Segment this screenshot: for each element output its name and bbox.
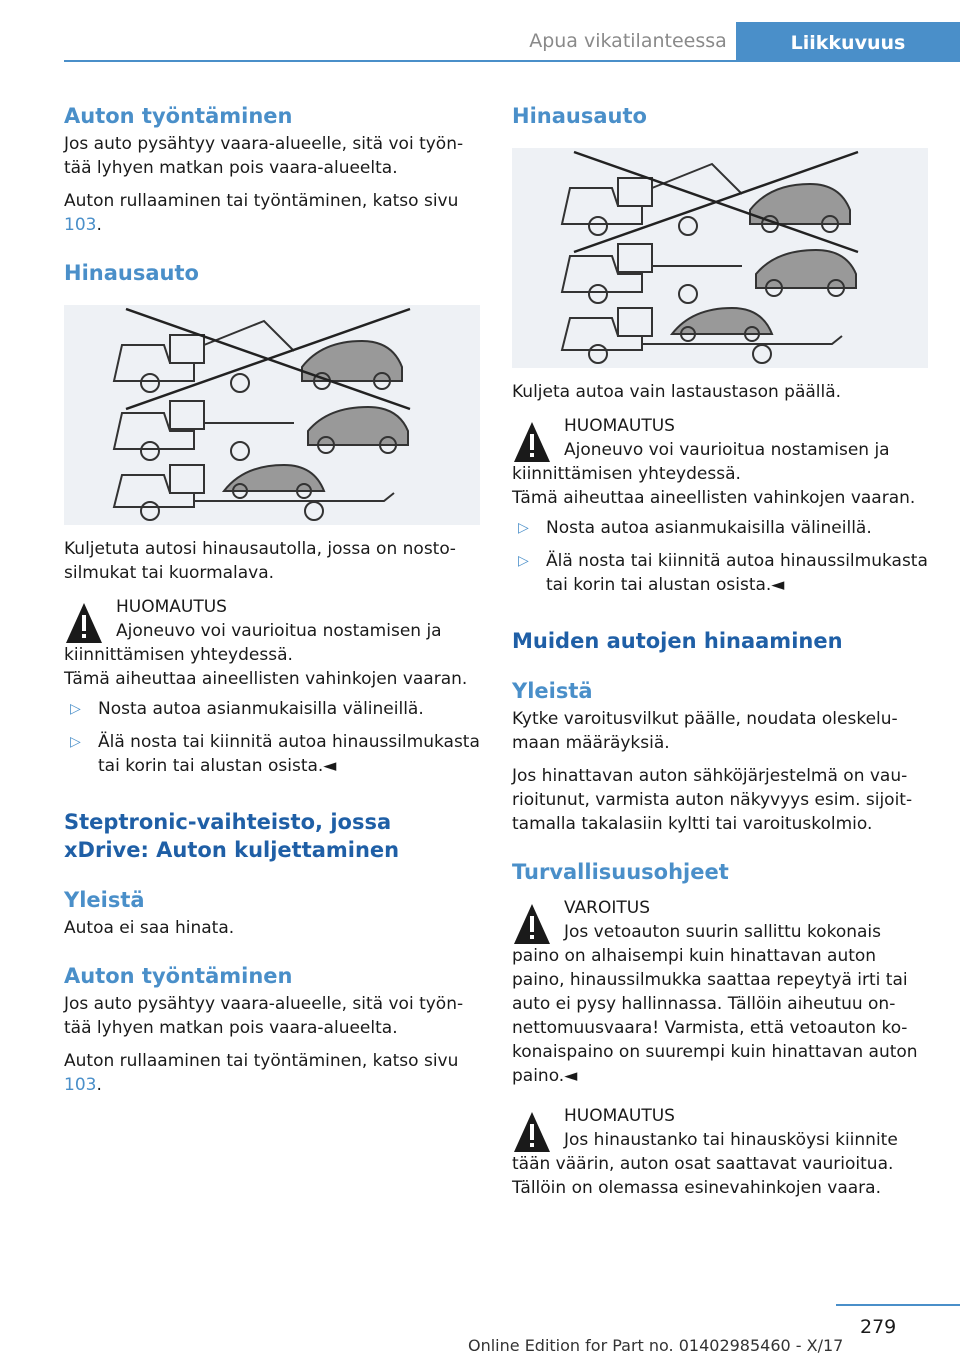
heading-tow-truck: Hinausauto <box>64 261 199 285</box>
list-item: ▷ Nosta autoa asianmukaisilla välineillä. <box>70 699 424 719</box>
notice-title: HUOMAUTUS <box>564 1106 675 1126</box>
page-link[interactable]: 103 <box>64 1075 97 1095</box>
list-item: ▷ Nosta autoa asianmukaisilla välineillä. <box>518 518 872 538</box>
paragraph: Jos hinattavan auton sähköjärjestelmä on vaurioitunut, varmista auton näkyvyys esim. sijoittamalla takalasiin kyltti tai varoituskolmio. <box>512 766 913 834</box>
heading-general: Yleistä <box>512 679 593 703</box>
triangle-bullet-icon: ▷ <box>518 520 529 536</box>
notice-block <box>512 414 930 486</box>
list-item: ▷ Älä nosta tai kiinnitä autoa hinaussilmukasta tai korin tai alustan osista.◄ <box>518 551 928 595</box>
warning-triangle-icon <box>64 599 104 649</box>
paragraph: Jos auto pysähtyy vaara-alueelle, sitä voi työntää lyhyen matkan pois vaara-alueelta. <box>64 134 464 178</box>
paragraph: Auton rullaaminen tai työntäminen, katso sivu 103. <box>64 1051 459 1095</box>
paragraph: Tämä aiheuttaa aineellisten vahinkojen vaaran. <box>512 488 916 508</box>
heading-general: Yleistä <box>64 888 145 912</box>
edition-footer: Online Edition for Part no. 01402985460 - X/17 <box>468 1336 844 1355</box>
triangle-bullet-icon: ▷ <box>70 734 81 750</box>
notice-block <box>64 595 482 667</box>
paragraph: Tämä aiheuttaa aineellisten vahinkojen vaaran. <box>64 669 468 689</box>
notice-text: Ajoneuvo voi vaurioitua nostamisen ja kiinnittämisen yhteydessä. <box>512 440 890 484</box>
caption: Kuljeta autoa vain lastaustason päällä. <box>512 382 842 402</box>
list-item: ▷ Älä nosta tai kiinnitä autoa hinaussilmukasta tai korin tai alustan osista.◄ <box>70 732 480 776</box>
heading-pushing: Auton työntäminen <box>64 964 293 988</box>
paragraph: Autoa ei saa hinata. <box>64 918 235 938</box>
tow-truck-drawing <box>64 305 480 525</box>
warning-block <box>512 896 930 1088</box>
paragraph: Auton rullaaminen tai työntäminen, katso sivu 103. <box>64 191 459 235</box>
instruction-list <box>512 516 930 597</box>
paragraph: Jos auto pysähtyy vaara-alueelle, sitä voi työntää lyhyen matkan pois vaara-alueelta. <box>64 994 464 1038</box>
warning-title: VAROITUS <box>564 898 650 918</box>
page-number-rule <box>836 1304 960 1306</box>
tow-truck-drawing <box>512 148 928 368</box>
warning-triangle-icon <box>512 900 552 950</box>
instruction-list <box>64 697 482 778</box>
caption: Kuljetuta autosi hinausautolla, jossa on nostosilmukat tai kuormalava. <box>64 539 456 583</box>
warning-text: Jos vetoauton suurin sallittu kokonais paino on alhaisempi kuin hinattavan auton paino, hinaussilmukka saattaa repeytyä irti tai auto ei pysy hallinnassa. Tällöin aiheutuu onnettomuusvaara! Varmista, että vetoauton kokonaispaino on suurempi kuin hinattavan auton paino.◄ <box>512 922 918 1086</box>
left-column <box>64 102 482 1097</box>
header-section[interactable]: Apua vikatilanteessa <box>529 30 727 52</box>
tow-truck-illustration <box>512 148 928 368</box>
triangle-bullet-icon: ▷ <box>518 553 529 569</box>
warning-triangle-icon <box>512 418 552 468</box>
heading-tow-truck: Hinausauto <box>512 104 647 128</box>
right-column <box>512 102 930 1200</box>
heading-towing-others: Muiden autojen hinaaminen <box>512 629 843 653</box>
notice-title: HUOMAUTUS <box>116 597 227 617</box>
heading-steptronic: Steptronic-vaihteisto, jossa xDrive: Auton kuljettaminen <box>64 810 400 862</box>
tow-truck-illustration <box>64 305 480 525</box>
notice-text: Ajoneuvo voi vaurioitua nostamisen ja kiinnittämisen yhteydessä. <box>64 621 442 665</box>
heading-pushing: Auton työntäminen <box>64 104 293 128</box>
triangle-bullet-icon: ▷ <box>70 701 81 717</box>
warning-triangle-icon <box>512 1108 552 1158</box>
heading-safety: Turvallisuusohjeet <box>512 860 729 884</box>
header-chapter-tab[interactable]: Liikkuvuus <box>736 22 960 62</box>
page-link[interactable]: 103 <box>64 215 97 235</box>
notice-block <box>512 1104 930 1200</box>
page-number: 279 <box>860 1316 897 1338</box>
notice-text: Jos hinaustanko tai hinausköysi kiinnite tään väärin, auton osat saattavat vaurioitua. Tällöin on olemassa esinevahinkojen vaara. <box>512 1130 898 1198</box>
paragraph: Kytke varoitusvilkut päälle, noudata oleskelumaan määräyksiä. <box>512 709 898 753</box>
notice-title: HUOMAUTUS <box>564 416 675 436</box>
